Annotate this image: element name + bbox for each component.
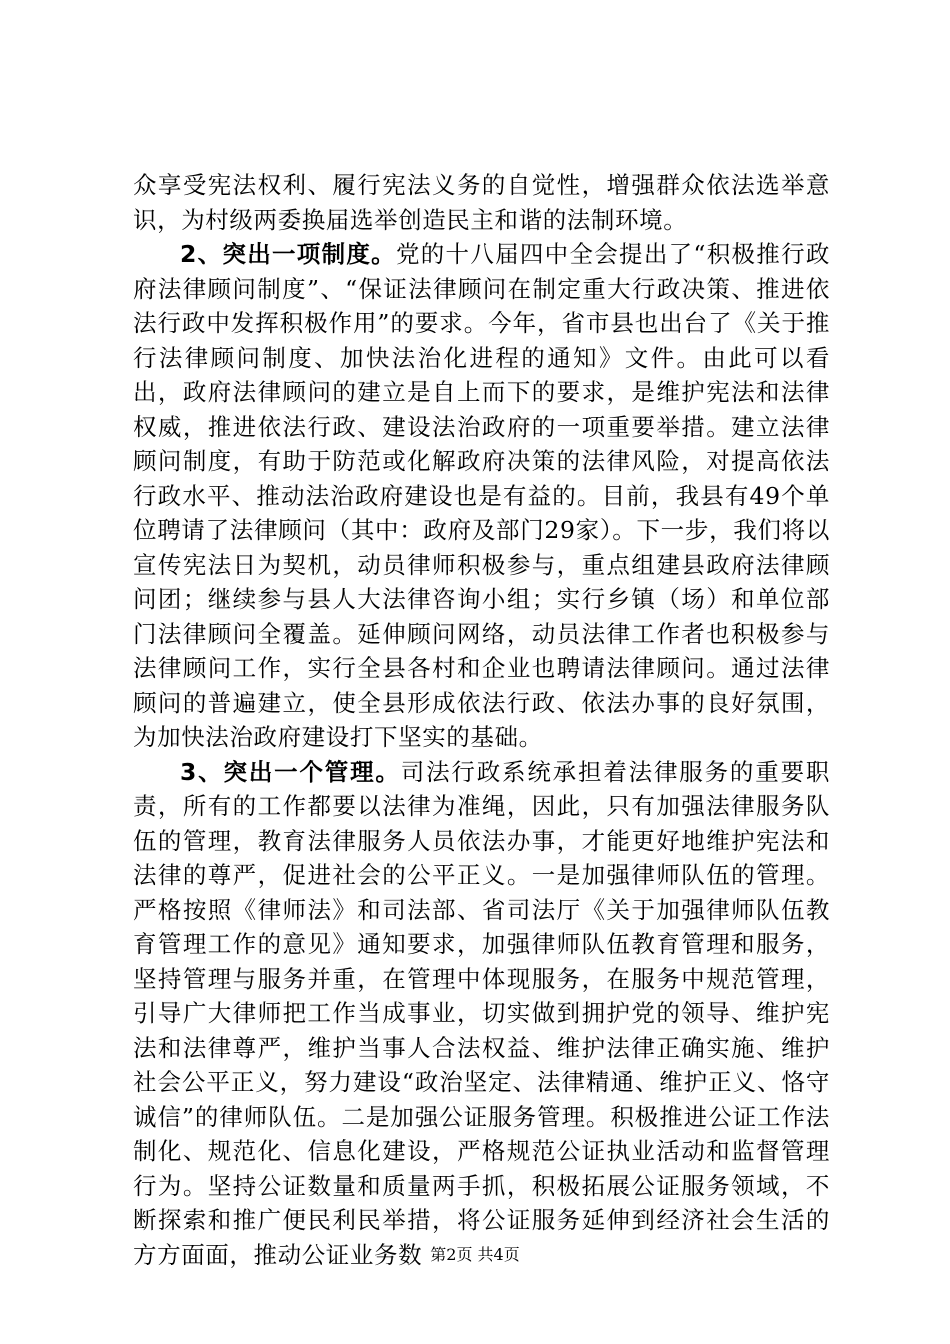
paragraph-one-system <box>133 237 830 755</box>
paragraph-text: 司法行政系统承担着法律服务的重要职责，所有的工作都要以法律为准绳，因此，只有加强法律服务队伍的管理，教育法律服务人员依法办事，才能更好地维护宪法和法律的尊严，促进社会的公平正义。一是加强律师队伍的管理。严格按照《律师法》和司法部、省司法厅《关于加强律师队伍教育管理工作的意见》通知要求，加强律师队伍教育管理和服务，坚持管理与服务并重，在管理中体现服务，在服务中规范管理，引导广大律师把工作当成事业，切实做到拥护党的领导、维护宪法和法律尊严，维护当事人合法权益、维护法律正确实施、维护社会公平正义，努力建设“政治坚定、法律精通、维护正义、恪守诚信”的律师队伍。二是加强公证服务管理。积极推进公证工作法制化、规范化、信息化建设，严格规范公证执业活动和监督管理行为。坚持公证数量和质量两手抓，积极拓展公证服务领域，不断探索和推广便民利民举措，将公证服务延伸到经济社会生活的方方面面，推动公证业务数 <box>133 757 830 1269</box>
section-heading: 3、突出一个管理。 <box>180 757 401 786</box>
page-number: 第2页 共4页 <box>430 1245 520 1264</box>
page-footer <box>0 1245 950 1265</box>
paragraph-text: 众享受宪法权利、履行宪法义务的自觉性，增强群众依法选举意识，为村级两委换届选举创造民主和谐的法制环境。 <box>133 171 830 234</box>
section-heading: 2、突出一项制度。 <box>180 240 396 268</box>
body-text <box>133 168 830 1272</box>
paragraph-continuation <box>133 168 830 237</box>
paragraph-text: 党的十八届四中全会提出了“积极推行政府法律顾问制度”、“保证法律顾问在制定重大行政决策、推进依法行政中发挥积极作用”的要求。今年，省市县也出台了《关于推行法律顾问制度、加快法治化进程的通知》文件。由此可以看出，政府法律顾问的建立是自上而下的要求，是维护宪法和法律权威，推进依法行政、建设法治政府的一项重要举措。建立法律顾问制度，有助于防范或化解政府决策的法律风险，对提高依法行政水平、推动法治政府建设也是有益的。目前，我县有49个单位聘请了法律顾问（其中：政府及部门29家）。下一步，我们将以宣传宪法日为契机，动员律师积极参与，重点组建县政府法律顾问团；继续参与县人大法律咨询小组；实行乡镇（场）和单位部门法律顾问全覆盖。延伸顾问网络，动员法律工作者也积极参与法律顾问工作，实行全县各村和企业也聘请法律顾问。通过法律顾问的普遍建立，使全县形成依法行政、依法办事的良好氛围，为加快法治政府建设打下坚实的基础。 <box>133 240 830 751</box>
paragraph-one-management <box>133 755 830 1273</box>
